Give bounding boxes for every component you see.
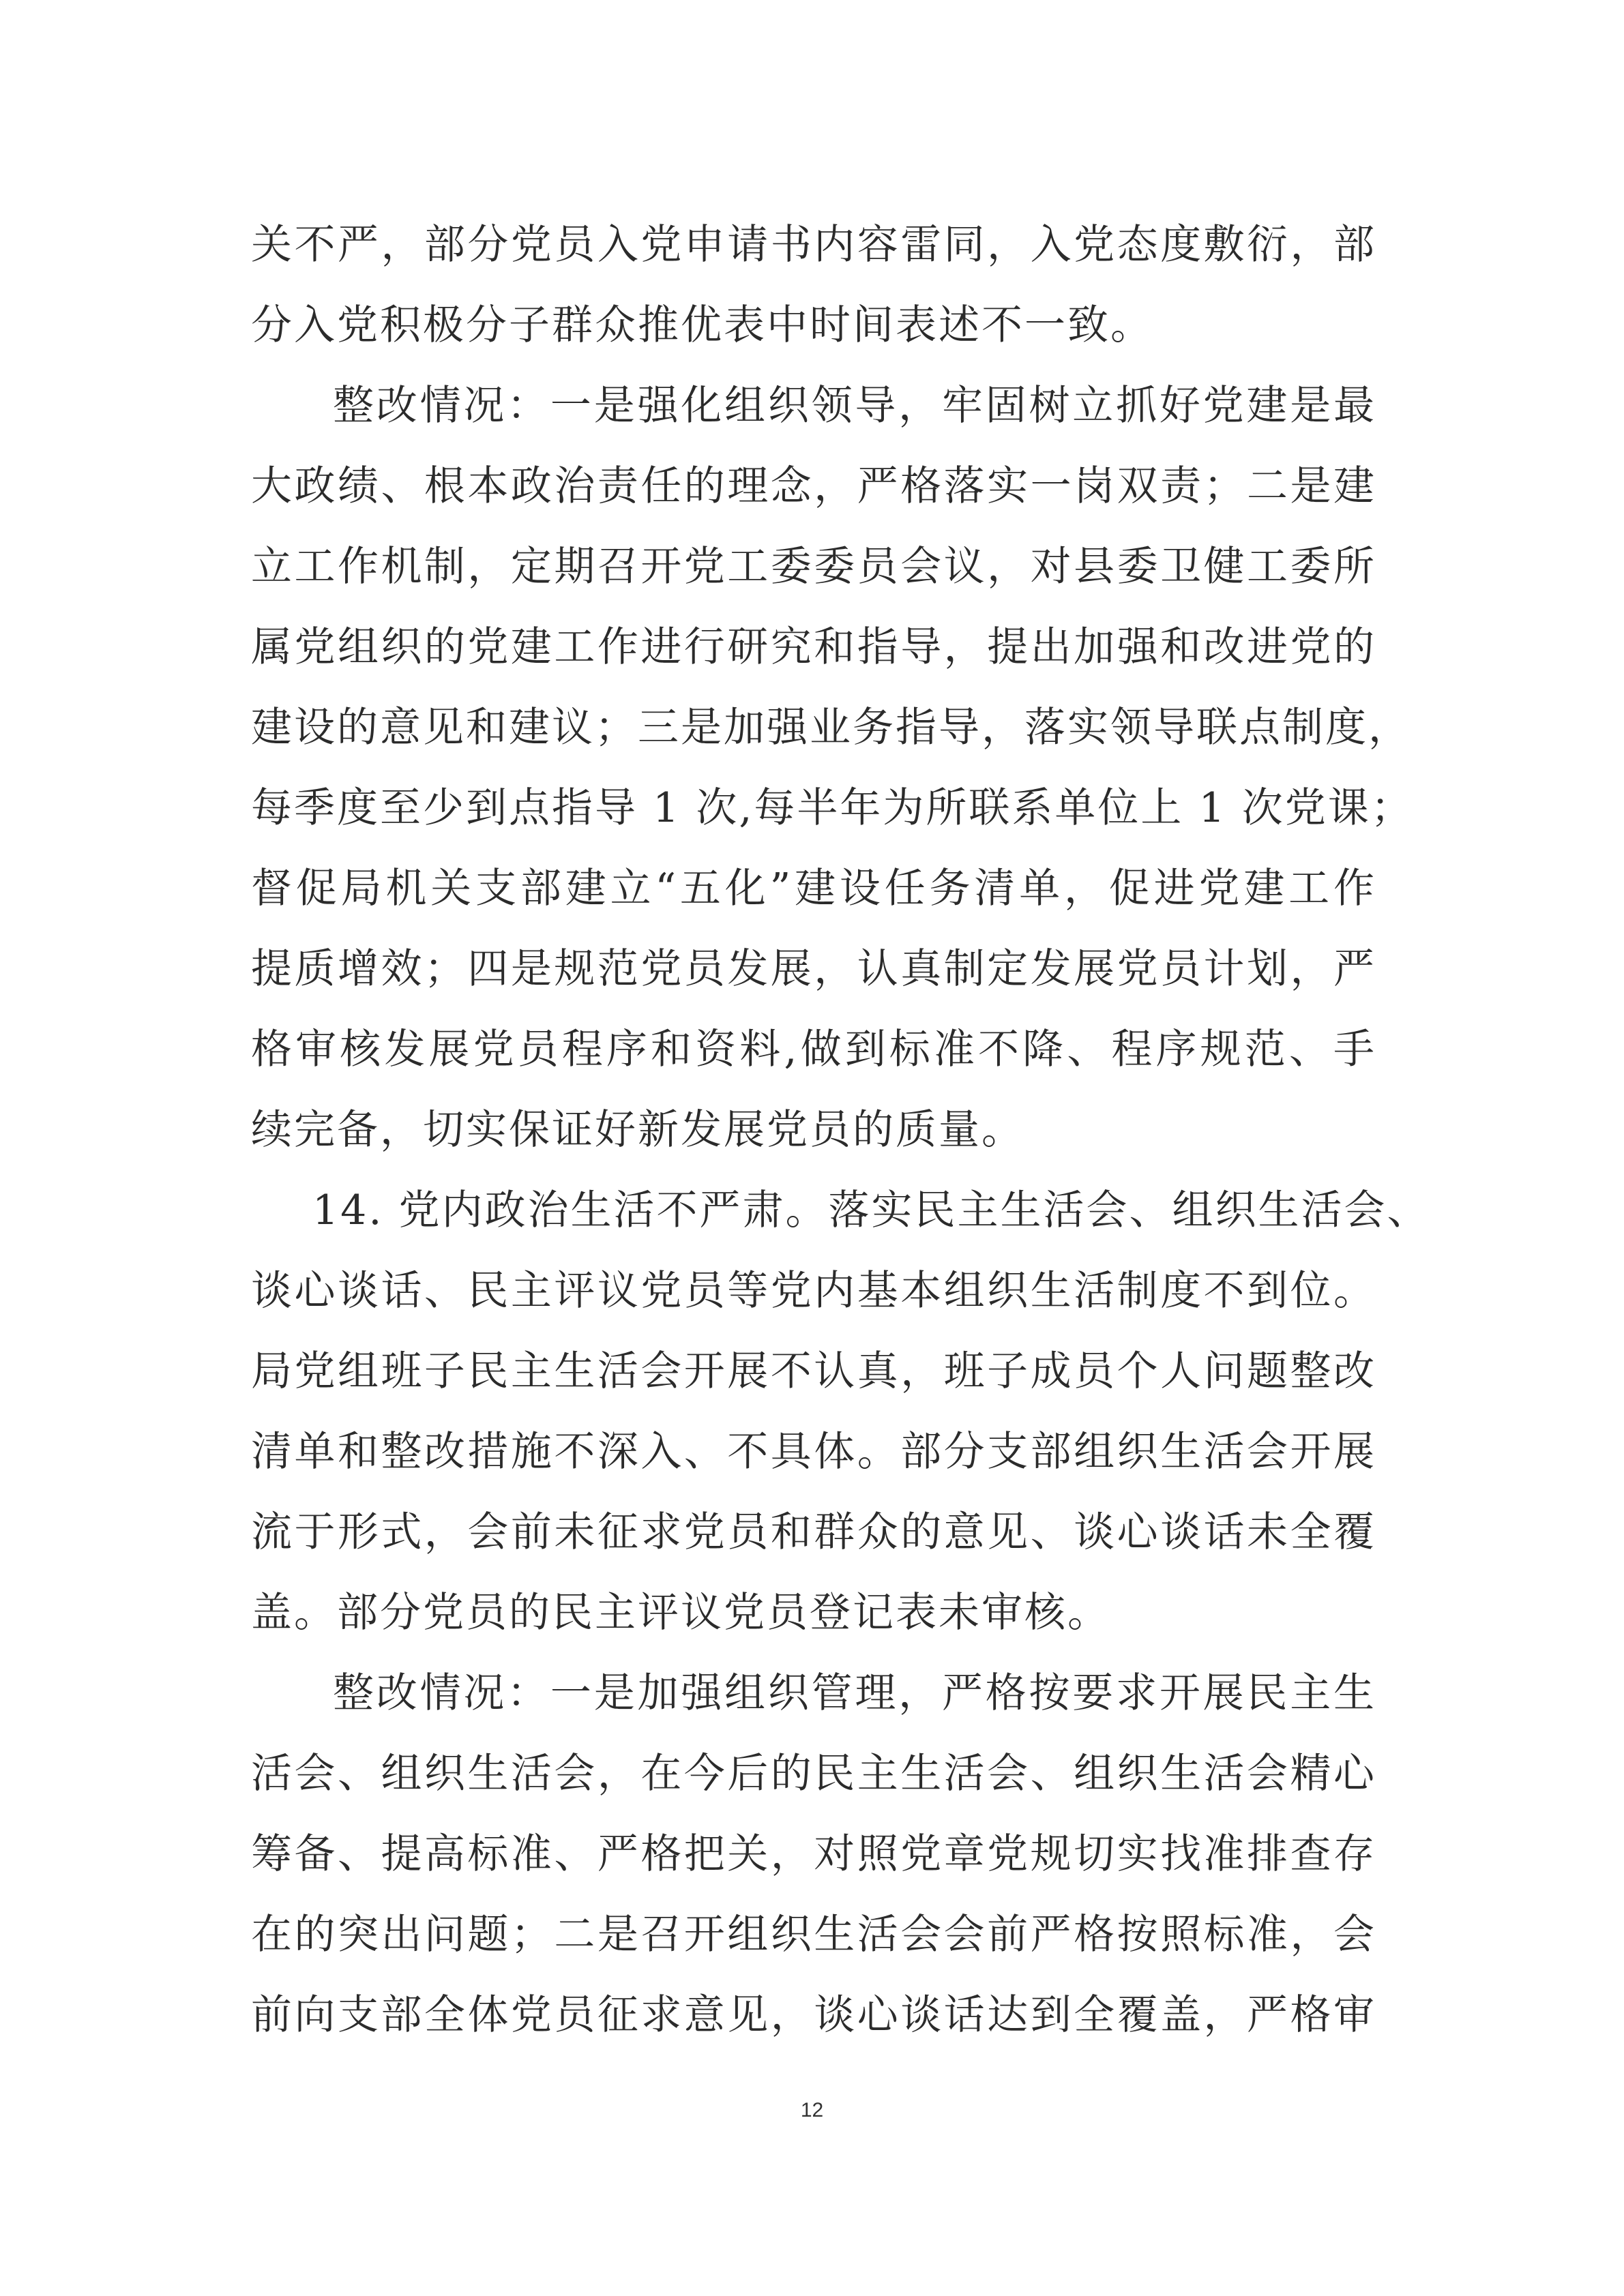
body-text [251, 205, 1430, 2055]
text-line: 局党组班子民主生活会开展不认真，班子成员个人问题整改 [251, 1347, 1376, 1395]
text-line: 清单和整改措施不深入、不具体。部分支部组织生活会开展 [251, 1428, 1376, 1476]
text-line: 立工作机制，定期召开党工委委员会议，对县委卫健工委所 [251, 543, 1376, 591]
text-line: 格审核发展党员程序和资料,做到标准不降、程序规范、手 [251, 1026, 1376, 1073]
text-line: 在的突出问题；二是召开组织生活会会前严格按照标准，会 [251, 1911, 1376, 1958]
text-line: 提质增效；四是规范党员发展，认真制定发展党员计划，严 [251, 945, 1376, 993]
text-line: 谈心谈话、民主评议党员等党内基本组织生活制度不到位。 [251, 1267, 1376, 1315]
text-line: 续完备，切实保证好新发展党员的质量。 [251, 1106, 1024, 1154]
text-line: 整改情况：一是强化组织领导，牢固树立抓好党建是最 [333, 382, 1376, 430]
text-line: 筹备、提高标准、严格把关，对照党章党规切实找准排查存 [251, 1830, 1376, 1878]
text-line: 属党组织的党建工作进行研究和指导，提出加强和改进党的 [251, 623, 1376, 671]
text-line: 督促局机关支部建立“五化”建设任务清单，促进党建工作 [251, 865, 1376, 912]
text-line: 建设的意见和建议；三是加强业务指导，落实领导联点制度， [251, 704, 1411, 751]
text-line: 前向支部全体党员征求意见，谈心谈话达到全覆盖，严格审 [251, 1991, 1376, 2039]
text-line: 大政绩、根本政治责任的理念，严格落实一岗双责；二是建 [251, 462, 1376, 510]
text-line: 关不严，部分党员入党申请书内容雷同，入党态度敷衍，部 [251, 221, 1376, 269]
text-line: 14. 党内政治生活不严肃。落实民主生活会、组织生活会、 [312, 1187, 1430, 1234]
text-line: 盖。部分党员的民主评议党员登记表未审核。 [251, 1589, 1110, 1637]
text-line: 分入党积极分子群众推优表中时间表述不一致。 [251, 301, 1153, 349]
text-line: 流于形式，会前未征求党员和群众的意见、谈心谈话未全覆 [251, 1508, 1376, 1556]
text-line: 活会、组织生活会，在今后的民主生活会、组织生活会精心 [251, 1750, 1376, 1798]
text-line: 每季度至少到点指导 1 次,每半年为所联系单位上 1 次党课； [251, 784, 1414, 832]
text-line: 整改情况：一是加强组织管理，严格按要求开展民主生 [333, 1669, 1376, 1717]
page-number: 12 [800, 2099, 824, 2121]
